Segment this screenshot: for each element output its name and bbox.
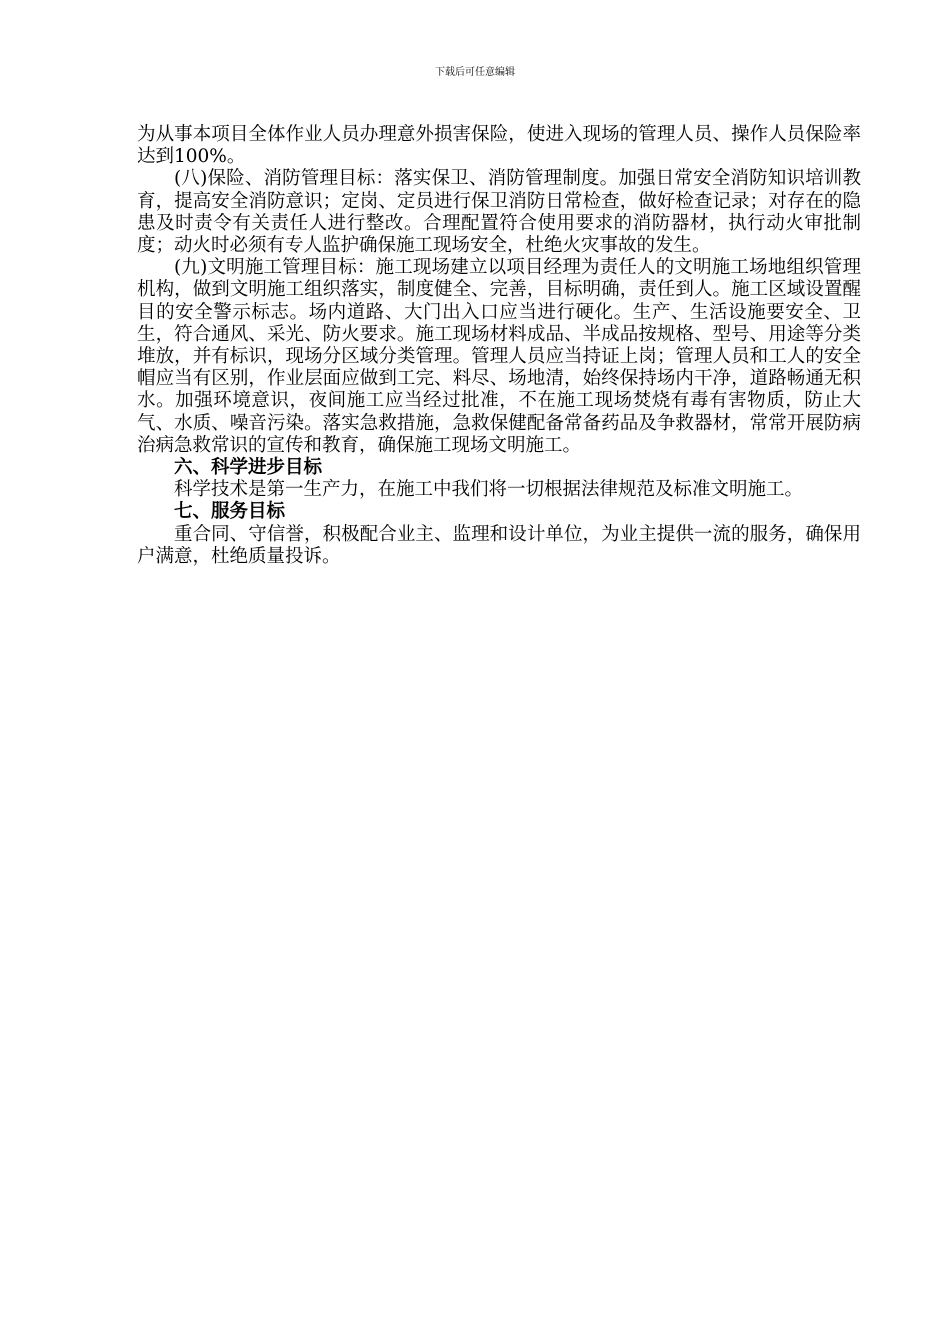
page-header: 下载后可任意编辑 [435,67,515,78]
paragraph-science-goal: 科学技术是第一生产力，在施工中我们将一切根据法律规范及标准文明施工。 [174,479,804,501]
section-heading-science: 六、科学进步目标 [174,457,323,479]
paragraph-fire-safety-goal: (八)保险、消防管理目标：落实保卫、消防管理制度。加强日常安全消防知识培训教育，提高安全消防意识；定岗、定员进行保卫消防日常检查，做好检查记录；对存在的隐患及时责令有关责任人进行整改。合理配置符合使用要求的消防器材，执行动火审批制度；动火时必须有专人监护确保施工现场安全，杜绝火灾事故的发生。 [137,168,861,257]
document-body [137,124,861,568]
paragraph-service-goal: 重合同、守信誉，积极配合业主、监理和设计单位，为业主提供一流的服务，确保用户满意，杜绝质量投诉。 [137,523,861,567]
paragraph-insurance-continued: 为从事本项目全体作业人员办理意外损害保险，使进入现场的管理人员、操作人员保险率达到100%。 [137,124,861,168]
section-heading-service: 七、服务目标 [174,501,286,523]
paragraph-civilized-construction-goal: (九)文明施工管理目标：施工现场建立以项目经理为责任人的文明施工场地组织管理机构，做到文明施工组织落实，制度健全、完善，目标明确，责任到人。施工区域设置醒目的安全警示标志。场内道路、大门出入口应当进行硬化。生产、生活设施要安全、卫生，符合通风、采光、防火要求。施工现场材料成品、半成品按规格、型号、用途等分类堆放，并有标识，现场分区域分类管理。管理人员应当持证上岗；管理人员和工人的安全帽应当有区别，作业层面应做到工完、料尽、场地清，始终保持场内干净，道路畅通无积水。加强环境意识，夜间施工应当经过批准，不在施工现场焚烧有毒有害物质，防止大气、水质、噪音污染。落实急救措施，急救保健配备常备药品及争救器材，常常开展防病治病急救常识的宣传和教育，确保施工现场文明施工。 [137,257,861,456]
